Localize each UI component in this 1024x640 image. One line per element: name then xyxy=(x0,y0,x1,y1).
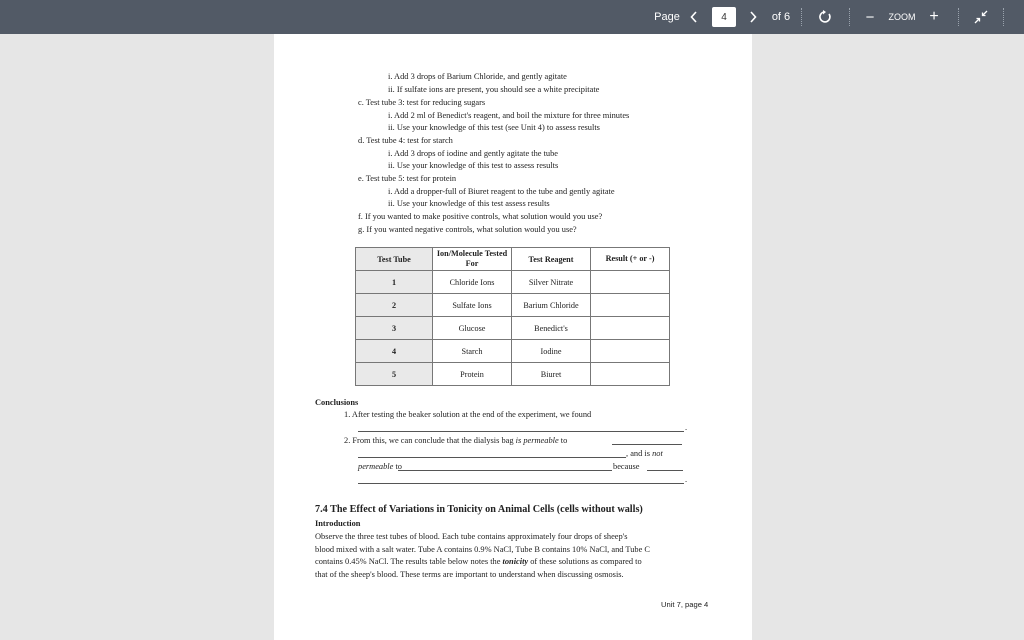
collapse-icon xyxy=(974,10,988,24)
intro-heading: Introduction xyxy=(315,519,361,528)
step-line: ii. If sulfate ions are present, you should see a white precipitate xyxy=(388,85,600,94)
table-row xyxy=(356,363,670,386)
zoom-label: ZOOM xyxy=(888,12,916,22)
rotate-icon xyxy=(818,10,832,24)
table-cell: Silver Nitrate xyxy=(512,271,591,294)
conclusion-text: permeable to xyxy=(358,462,402,471)
table-header: Ion/Molecule Tested For xyxy=(433,248,512,271)
question-line: f. If you wanted to make positive controls, what solution would you use? xyxy=(358,212,603,221)
step-line: i. Add 2 ml of Benedict's reagent, and boil the mixture for three minutes xyxy=(388,111,630,120)
table-cell: Chloride Ions xyxy=(433,271,512,294)
page-label: Page xyxy=(654,11,680,23)
period: . xyxy=(685,423,688,432)
next-page-button[interactable] xyxy=(745,0,761,34)
table-header: Test Tube xyxy=(356,248,433,271)
table-cell: Protein xyxy=(433,363,512,386)
step-line: ii. Use your knowledge of this test (see Unit 4) to assess results xyxy=(388,123,600,132)
table-cell: Glucose xyxy=(433,317,512,340)
paragraph-line: contains 0.45% NaCl. The results table below notes the tonicity of these solutions as compared to xyxy=(315,557,642,566)
table-cell: Iodine xyxy=(512,340,591,363)
step-heading: e. Test tube 5: test for protein xyxy=(358,174,457,183)
result-cell xyxy=(591,294,670,317)
table-cell: Benedict's xyxy=(512,317,591,340)
document-page xyxy=(274,34,752,640)
chevron-right-icon xyxy=(749,11,757,23)
answer-line xyxy=(398,470,612,471)
section-title: 7.4 The Effect of Variations in Tonicity on Animal Cells (cells without walls) xyxy=(315,504,643,515)
rotate-button[interactable] xyxy=(814,0,836,34)
table-cell: 4 xyxy=(356,340,433,363)
table-row xyxy=(356,317,670,340)
step-line: ii. Use your knowledge of this test assess results xyxy=(388,199,550,208)
page-number-input[interactable]: 4 xyxy=(712,7,736,27)
table-cell: Sulfate Ions xyxy=(433,294,512,317)
zoom-in-button[interactable]: + xyxy=(929,8,939,25)
result-cell xyxy=(591,363,670,386)
conclusion-question: 1. After testing the beaker solution at the end of the experiment, we found xyxy=(344,410,592,419)
page-total: of 6 xyxy=(771,11,791,23)
period: . xyxy=(685,475,688,484)
table-cell: Barium Chloride xyxy=(512,294,591,317)
table-cell: 3 xyxy=(356,317,433,340)
answer-line xyxy=(612,444,682,445)
table-header: Result (+ or -) xyxy=(591,248,670,271)
zoom-out-button[interactable]: − xyxy=(865,8,875,26)
table-header: Test Reagent xyxy=(512,248,591,271)
step-heading: d. Test tube 4: test for starch xyxy=(358,136,453,145)
table-cell: Biuret xyxy=(512,363,591,386)
chevron-left-icon xyxy=(690,11,698,23)
table-row xyxy=(356,294,670,317)
paragraph-line: blood mixed with a salt water. Tube A contains 0.9% NaCl, Tube B contains 10% NaCl, and Tube C xyxy=(315,545,650,554)
prev-page-button[interactable] xyxy=(686,0,702,34)
answer-line xyxy=(358,457,626,458)
step-line: ii. Use your knowledge of this test to assess results xyxy=(388,161,559,170)
pdf-toolbar xyxy=(0,0,1024,34)
conclusion-text: , and is not xyxy=(626,449,663,458)
step-line: i. Add 3 drops of Barium Chloride, and gently agitate xyxy=(388,72,567,81)
results-table xyxy=(355,247,670,386)
step-line: i. Add 3 drops of iodine and gently agitate the tube xyxy=(388,149,559,158)
step-line: i. Add a dropper-full of Biuret reagent to the tube and gently agitate xyxy=(388,187,615,196)
fit-page-button[interactable] xyxy=(970,0,992,34)
table-cell: Starch xyxy=(433,340,512,363)
conclusion-question: 2. From this, we can conclude that the dialysis bag is permeable to xyxy=(344,436,568,445)
result-cell xyxy=(591,340,670,363)
step-heading: c. Test tube 3: test for reducing sugars xyxy=(358,98,486,107)
conclusions-heading: Conclusions xyxy=(315,398,359,407)
page-footer: Unit 7, page 4 xyxy=(661,600,709,609)
paragraph-line: Observe the three test tubes of blood. Each tube contains approximately four drops of sheep's xyxy=(315,532,628,541)
result-cell xyxy=(591,317,670,340)
table-cell: 5 xyxy=(356,363,433,386)
table-row xyxy=(356,340,670,363)
question-line: g. If you wanted negative controls, what solution would you use? xyxy=(358,225,577,234)
answer-line xyxy=(647,470,683,471)
result-cell xyxy=(591,271,670,294)
answer-line xyxy=(358,483,684,484)
table-cell: 2 xyxy=(356,294,433,317)
table-row xyxy=(356,271,670,294)
paragraph-line: that of the sheep's blood. These terms are important to understand when discussing osmosis. xyxy=(315,570,624,579)
conclusion-text: because xyxy=(613,462,640,471)
table-cell: 1 xyxy=(356,271,433,294)
answer-line xyxy=(358,431,684,432)
